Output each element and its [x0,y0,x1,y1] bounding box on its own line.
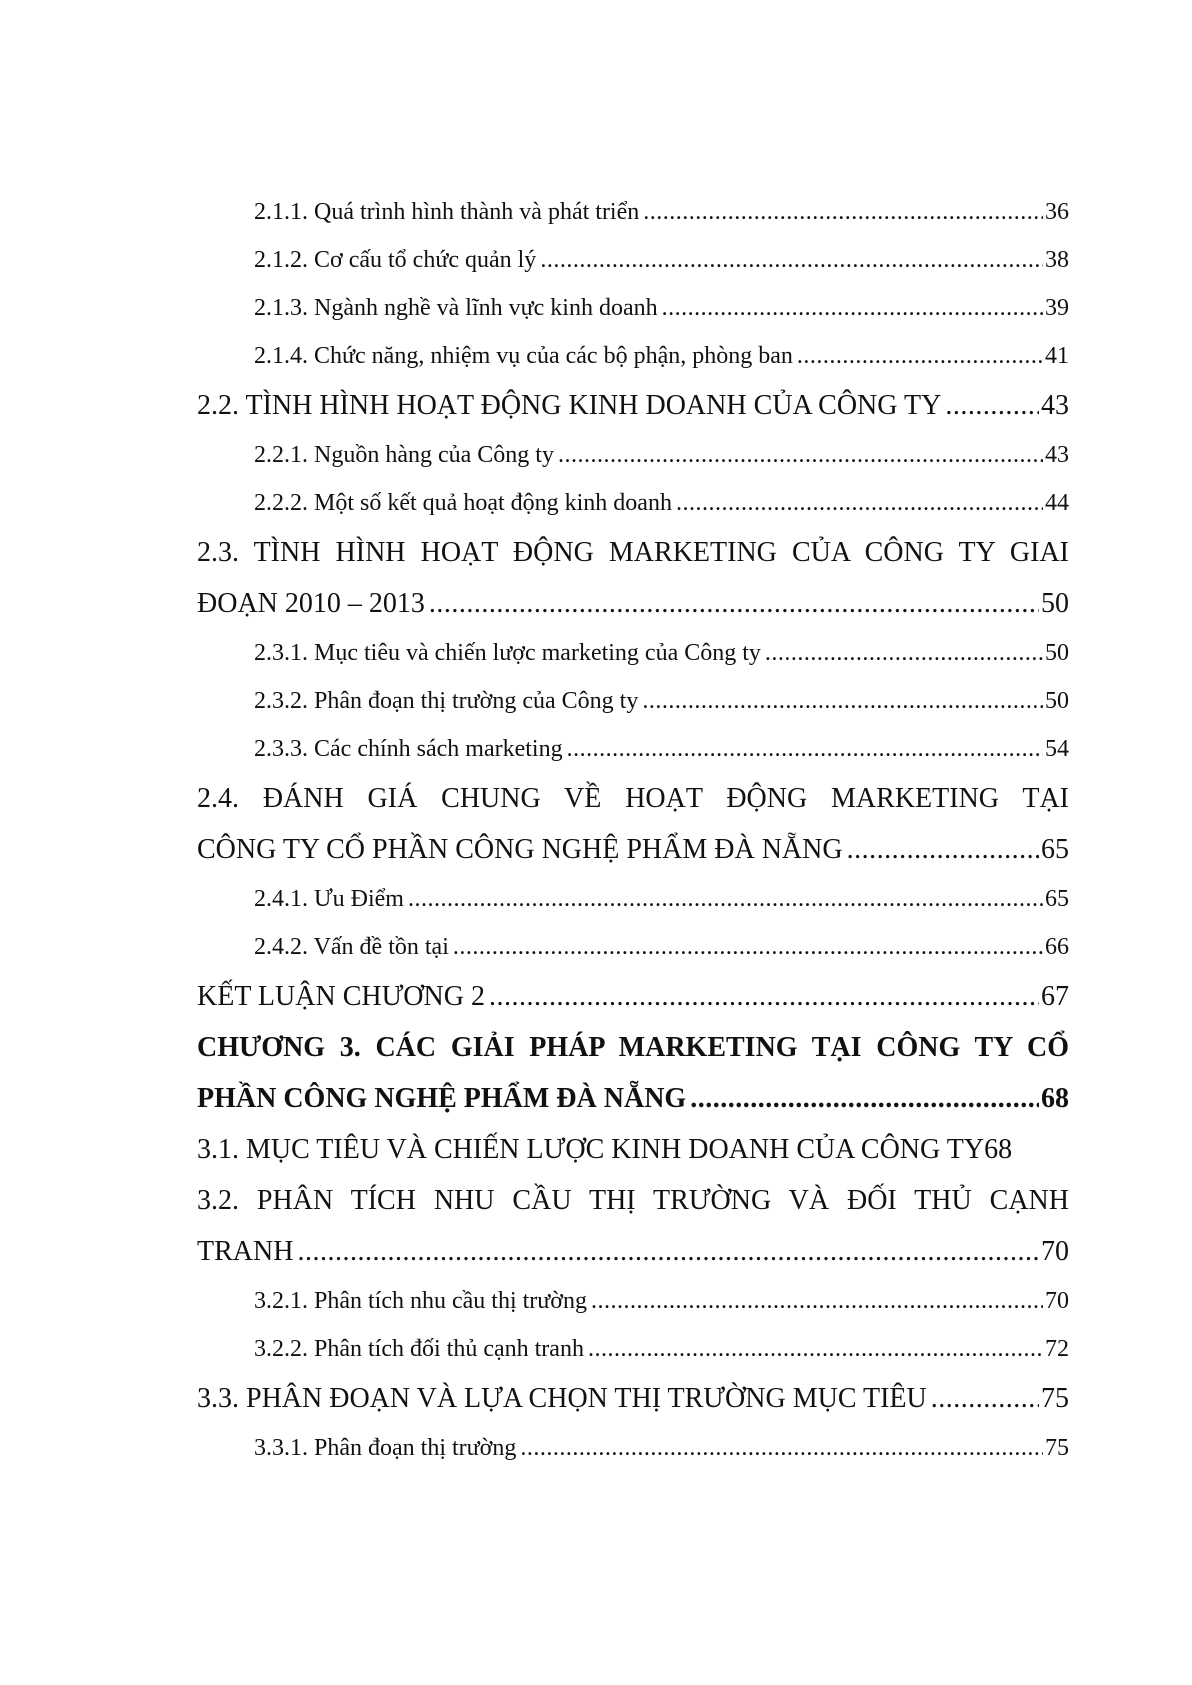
toc-entry-text: 2.3.3. Các chính sách marketing [254,736,563,762]
toc-entry-2-3 [197,578,1069,629]
toc-entry-3-3-1 [197,1424,1069,1472]
toc-entry-2-4-1 [197,875,1069,923]
toc-page-number: 68 [1041,1083,1069,1114]
toc-page-number: 50 [1045,688,1069,714]
toc-entry-2-4-2 [197,923,1069,971]
toc-entry-text: 2.1.1. Quá trình hình thành và phát triển [254,199,640,225]
toc-entry-text: 2.3.2. Phân đoạn thị trường của Công ty [254,688,639,714]
toc-entry-3-2 [197,1226,1069,1277]
dot-leader [558,431,1043,479]
dot-leader [847,824,1039,875]
dot-leader [429,578,1039,629]
toc-page-number: 43 [1045,442,1069,468]
toc-entry-2-2 [197,380,1069,431]
toc-page-number: 72 [1045,1336,1069,1362]
toc-entry-chuong-3 [197,1073,1069,1124]
toc-page-number: 38 [1045,247,1069,273]
dot-leader [297,1226,1039,1277]
toc-entry-text: 2.4.1. Ưu Điểm [254,886,404,912]
toc-entry-2-4 [197,824,1069,875]
toc-page-number: 43 [1041,390,1069,421]
toc-entry-text: 2.1.2. Cơ cấu tổ chức quản lý [254,247,537,273]
dot-leader [642,677,1043,725]
dot-leader [408,875,1043,923]
toc-entry-2-3-3 [197,725,1069,773]
toc-page-number: 65 [1045,886,1069,912]
dot-leader [540,236,1043,284]
toc-entry-2-1-2 [197,236,1069,284]
table-of-contents [197,188,1069,1472]
toc-entry-2-3-line1: 2.3. TÌNH HÌNH HOẠT ĐỘNG MARKETING CỦA CÔNG TY GIAI [197,537,1069,568]
toc-entry-2-1-3 [197,284,1069,332]
toc-page-number: 70 [1045,1288,1069,1314]
toc-entry-text: 2.2.2. Một số kết quả hoạt động kinh doanh [254,490,672,516]
toc-entry-text: 3.3.1. Phân đoạn thị trường [254,1435,517,1461]
toc-entry-2-3-2 [197,677,1069,725]
dot-leader [765,629,1043,677]
toc-entry-2-1-4 [197,332,1069,380]
toc-entry-3-1 [197,1124,1069,1175]
toc-page-number: 41 [1045,343,1069,369]
toc-entry-3-2-1 [197,1277,1069,1325]
toc-entry-text: CÔNG TY CỔ PHẦN CÔNG NGHỆ PHẨM ĐÀ NẴNG [197,834,843,865]
toc-entry-text: 2.1.4. Chức năng, nhiệm vụ của các bộ phận, phòng ban [254,343,793,369]
toc-page-number: 39 [1045,295,1069,321]
toc-page-number: 67 [1041,981,1069,1012]
toc-entry-text: 3.2.2. Phân tích đối thủ cạnh tranh [254,1336,584,1362]
toc-entry-text: 3.1. MỤC TIÊU VÀ CHIẾN LƯỢC KINH DOANH CỦA CÔNG TY [197,1134,985,1165]
toc-entry-text: 2.2.1. Nguồn hàng của Công ty [254,442,554,468]
toc-page-number: 50 [1045,640,1069,666]
toc-entry-text: 2.1.3. Ngành nghề và lĩnh vực kinh doanh [254,295,658,321]
toc-entry-2-1-1 [197,188,1069,236]
dot-leader [676,479,1043,527]
toc-page-number: 70 [1041,1236,1069,1267]
dot-leader [567,725,1043,773]
dot-leader [945,380,1039,431]
toc-entry-text: PHẦN CÔNG NGHỆ PHẨM ĐÀ NẴNG [197,1083,687,1114]
toc-entry-text: ĐOẠN 2010 – 2013 [197,588,425,619]
toc-entry-ket-luan-chuong-2 [197,971,1069,1022]
toc-entry-text: 3.2.1. Phân tích nhu cầu thị trường [254,1288,587,1314]
toc-page-number: 66 [1045,934,1069,960]
toc-page-number: 44 [1045,490,1069,516]
toc-entry-text: KẾT LUẬN CHƯƠNG 2 [197,981,485,1012]
toc-entry-text: 2.2. TÌNH HÌNH HOẠT ĐỘNG KINH DOANH CỦA CÔNG TY [197,390,942,421]
toc-entry-3-2-2 [197,1325,1069,1373]
toc-entry-text: 2.4.2. Vấn đề tồn tại [254,934,449,960]
toc-page-number: 75 [1045,1435,1069,1461]
toc-entry-2-2-2 [197,479,1069,527]
toc-entry-3-2-line1: 3.2. PHÂN TÍCH NHU CẦU THỊ TRƯỜNG VÀ ĐỐI THỦ CẠNH [197,1185,1069,1216]
dot-leader [520,1424,1043,1472]
dot-leader [690,1073,1039,1124]
toc-page-number: 65 [1041,834,1069,865]
toc-entry-3-3 [197,1373,1069,1424]
dot-leader [797,332,1043,380]
dot-leader [453,923,1043,971]
toc-entry-2-3-1 [197,629,1069,677]
dot-leader [489,971,1039,1022]
toc-entry-2-2-1 [197,431,1069,479]
dot-leader [931,1373,1039,1424]
toc-page-number: 68 [984,1134,1013,1165]
toc-entry-2-4-line1: 2.4. ĐÁNH GIÁ CHUNG VỀ HOẠT ĐỘNG MARKETING TẠI [197,783,1069,814]
toc-entry-text: 3.3. PHÂN ĐOẠN VÀ LỰA CHỌN THỊ TRƯỜNG MỤC TIÊU [197,1383,927,1414]
toc-page-number: 50 [1041,588,1069,619]
dot-leader [591,1277,1043,1325]
toc-entry-text: TRANH [197,1236,294,1267]
toc-page-number: 36 [1045,199,1069,225]
toc-page-number: 54 [1045,736,1069,762]
toc-entry-text: 2.3.1. Mục tiêu và chiến lược marketing của Công ty [254,640,761,666]
dot-leader [588,1325,1043,1373]
toc-entry-chuong-3-line1: CHƯƠNG 3. CÁC GIẢI PHÁP MARKETING TẠI CÔNG TY CỔ [197,1032,1069,1063]
toc-page-number: 75 [1041,1383,1069,1414]
dot-leader [643,188,1043,236]
dot-leader [662,284,1043,332]
